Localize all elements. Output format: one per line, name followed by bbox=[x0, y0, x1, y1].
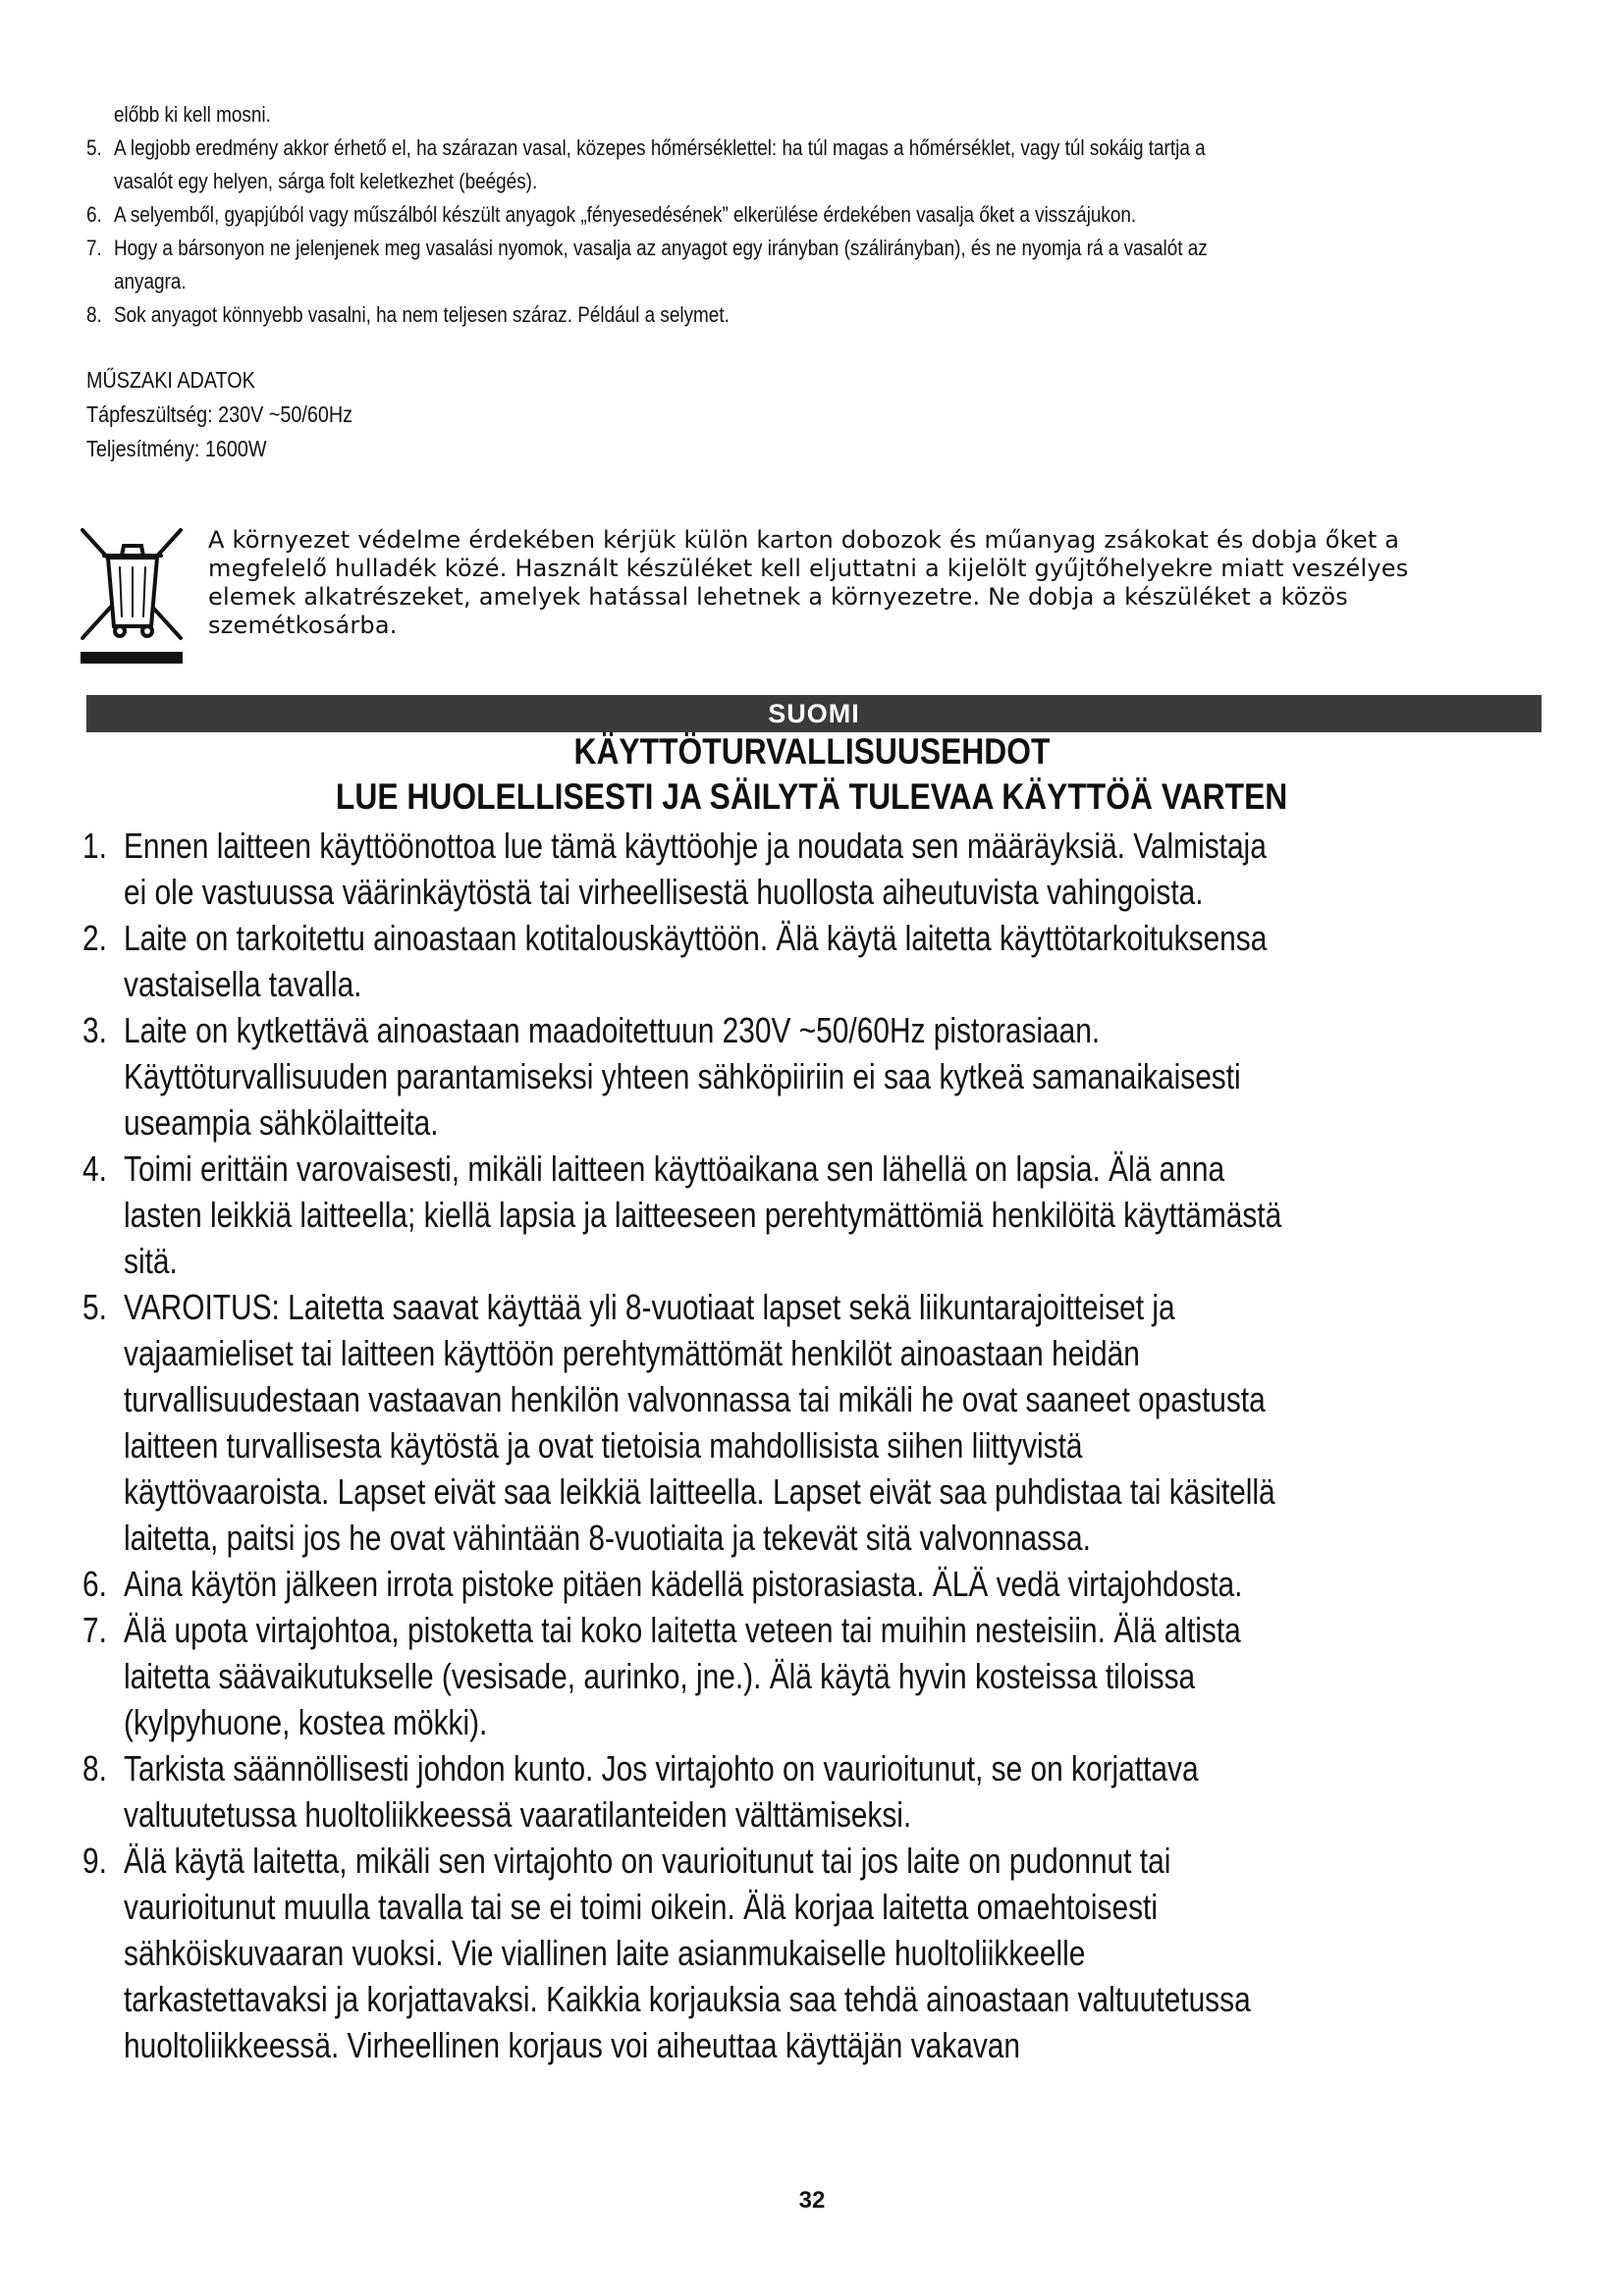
item-text: vajaamieliset tai laitteen käyttöön perehtymättömät henkilöt ainoastaan heidän bbox=[124, 1333, 1140, 1373]
list-item bbox=[82, 1838, 1555, 1884]
item-text: Sok anyagot könnyebb vasalni, ha nem teljesen száraz. Például a selymet. bbox=[114, 302, 730, 327]
list-item bbox=[82, 961, 1555, 1007]
item-text: laitteen turvallisesta käytöstä ja ovat tietoisia mahdollisista siihen liittyvistä bbox=[124, 1425, 1083, 1466]
item-text: useampia sähkölaitteita. bbox=[124, 1102, 439, 1143]
item-text: (kylpyhuone, kostea mökki). bbox=[124, 1702, 488, 1742]
list-item bbox=[82, 915, 1555, 961]
list-item bbox=[82, 1192, 1555, 1238]
item-text: Älä upota virtajohtoa, pistoketta tai koko laitetta veteen tai muihin nesteisiin. Älä altista bbox=[124, 1610, 1241, 1650]
list-item bbox=[86, 165, 1540, 198]
item-text: A selyemből, gyapjúból vagy műszálból készült anyagok „fényesedésének” elkerülése érdekében vasalja őket a visszájukon. bbox=[114, 202, 1137, 227]
section-subtitle: LUE HUOLELLISESTI JA SÄILYTÄ TULEVAA KÄYTTÖÄ VARTEN bbox=[336, 776, 1288, 817]
item-text: Aina käytön jälkeen irrota pistoke pitäen kädellä pistorasiasta. ÄLÄ vedä virtajohdosta. bbox=[124, 1564, 1243, 1604]
item-number: 8. bbox=[86, 302, 102, 327]
item-text: Laite on tarkoitettu ainoastaan kotitalouskäyttöön. Älä käytä laitetta käyttötarkoituksensa bbox=[124, 918, 1268, 958]
list-item bbox=[82, 1791, 1555, 1838]
specs-heading: MŰSZAKI ADATOK bbox=[86, 367, 255, 393]
item-text: tarkastettavaksi ja korjattavaksi. Kaikkia korjauksia saa tehdä ainoastaan valtuutetussa bbox=[124, 1979, 1251, 2019]
list-item bbox=[86, 198, 1540, 232]
list-item bbox=[82, 1422, 1555, 1468]
item-number: 3. bbox=[82, 1010, 107, 1050]
environment-line: megfelelő hulladék közé. Használt készüléket kell eljuttatni a kijelölt gyűjtőhelyekre miatt veszélyes bbox=[208, 555, 1409, 582]
section-title: KÄYTTÖTURVALLISUUSEHDOT bbox=[573, 731, 1051, 772]
item-text: laitetta, paitsi jos he ovat vähintään 8-vuotiaita ja tekevät sitä valvonnassa. bbox=[124, 1518, 1091, 1558]
item-text: Laite on kytkettävä ainoastaan maadoitettuun 230V ~50/60Hz pistorasiaan. bbox=[124, 1010, 1101, 1050]
environment-line: elemek alkatrészeket, amelyek hatással lehetnek a környezetre. Ne dobja a készüléket a közös bbox=[208, 583, 1348, 611]
list-item bbox=[86, 98, 1540, 132]
list-item bbox=[86, 265, 1540, 298]
language-bar bbox=[86, 695, 1542, 732]
list-item bbox=[82, 1884, 1555, 1930]
list-item bbox=[86, 132, 1540, 165]
item-text: sitä. bbox=[124, 1241, 178, 1281]
item-text: lasten leikkiä laitteella; kiellä lapsia ja laitteeseen perehtymättömiä henkilöitä käyttämästä bbox=[124, 1195, 1282, 1235]
environment-line: szemétkosárba. bbox=[208, 612, 398, 639]
item-number: 4. bbox=[82, 1148, 107, 1189]
finnish-safety-list bbox=[82, 823, 1555, 2068]
hungarian-ironing-tips bbox=[86, 98, 1540, 332]
list-item bbox=[82, 1376, 1555, 1422]
item-text: Älä käytä laitetta, mikäli sen virtajohto on vaurioitunut tai jos laite on pudonnut tai bbox=[124, 1841, 1171, 1881]
list-item bbox=[82, 2022, 1555, 2068]
list-item bbox=[82, 1561, 1555, 1607]
list-item bbox=[82, 823, 1555, 869]
item-number: 7. bbox=[82, 1610, 107, 1650]
list-item bbox=[82, 1699, 1555, 1745]
item-text: Käyttöturvallisuuden parantamiseksi yhteen sähköpiiriin ei saa kytkeä samanaikaisesti bbox=[124, 1056, 1241, 1096]
list-item bbox=[82, 869, 1555, 915]
item-text: turvallisuudestaan vastaavan henkilön valvonnassa tai mikäli he ovat saaneet opastusta bbox=[124, 1379, 1266, 1419]
item-text: Hogy a bársonyon ne jelenjenek meg vasalási nyomok, vasalja az anyagot egy irányban (szálirányban), és ne nyomja rá a vasalót az bbox=[114, 236, 1208, 260]
item-text: vaurioitunut muulla tavalla tai se ei toimi oikein. Älä korjaa laitetta omaehtoisesti bbox=[124, 1887, 1158, 1927]
list-item bbox=[82, 1330, 1555, 1376]
item-text: vasalót egy helyen, sárga folt keletkezhet (beégés). bbox=[114, 169, 538, 193]
list-item bbox=[82, 1284, 1555, 1330]
item-text: VAROITUS: Laitetta saavat käyttää yli 8-vuotiaat lapset sekä liikuntarajoitteiset ja bbox=[124, 1287, 1175, 1327]
list-item bbox=[82, 1745, 1555, 1791]
list-item bbox=[86, 232, 1540, 265]
item-number: 9. bbox=[82, 1841, 107, 1881]
language-label: SUOMI bbox=[768, 699, 860, 728]
item-text: valtuutetussa huoltoliikkeessä vaaratilanteiden välttämiseksi. bbox=[124, 1794, 912, 1835]
item-number: 5. bbox=[86, 135, 102, 160]
item-text: Ennen laitteen käyttöönottoa lue tämä käyttöohje ja noudata sen määräyksiä. Valmistaja bbox=[124, 826, 1267, 866]
list-item bbox=[82, 1653, 1555, 1699]
item-text: vastaisella tavalla. bbox=[124, 964, 362, 1004]
item-text: sähköiskuvaaran vuoksi. Vie viallinen laite asianmukaiselle huoltoliikkeelle bbox=[124, 1933, 1086, 1973]
item-text: huoltoliikkeessä. Virheellinen korjaus voi aiheuttaa käyttäjän vakavan bbox=[124, 2025, 1021, 2065]
list-item bbox=[82, 1146, 1555, 1192]
list-item bbox=[82, 1238, 1555, 1284]
item-number: 6. bbox=[86, 202, 102, 227]
item-number: 8. bbox=[82, 1748, 107, 1789]
specs-voltage: Tápfeszültség: 230V ~50/60Hz bbox=[86, 401, 353, 427]
item-text: A legjobb eredmény akkor érhető el, ha szárazan vasal, közepes hőmérséklettel: ha túl magas a hőmérséklet, vagy túl sokáig tartja a bbox=[114, 135, 1206, 160]
crossed-out-bin-icon bbox=[79, 520, 187, 667]
list-item bbox=[86, 298, 1540, 332]
item-text: anyagra. bbox=[114, 269, 187, 294]
item-text: Tarkista säännöllisesti johdon kunto. Jos virtajohto on vaurioitunut, se on korjattava bbox=[124, 1748, 1199, 1789]
item-text: käyttövaaroista. Lapset eivät saa leikkiä laitteella. Lapset eivät saa puhdistaa tai käsitellä bbox=[124, 1471, 1275, 1512]
continuation-text: előbb ki kell mosni. bbox=[114, 102, 271, 127]
environment-notice bbox=[208, 526, 1543, 640]
item-text: Toimi erittäin varovaisesti, mikäli laitteen käyttöaikana sen lähellä on lapsia. Älä anna bbox=[124, 1148, 1225, 1189]
item-number: 6. bbox=[82, 1564, 107, 1604]
item-number: 2. bbox=[82, 918, 107, 958]
item-number: 1. bbox=[82, 826, 107, 866]
list-item bbox=[82, 1607, 1555, 1653]
list-item bbox=[82, 1468, 1555, 1515]
list-item bbox=[82, 1976, 1555, 2022]
page-number: 32 bbox=[798, 2187, 826, 2214]
specs-power: Teljesítmény: 1600W bbox=[86, 436, 267, 461]
item-text: laitetta säävaikutukselle (vesisade, aurinko, jne.). Älä käytä hyvin kosteissa tiloissa bbox=[124, 1656, 1196, 1696]
item-number: 7. bbox=[86, 236, 102, 260]
list-item bbox=[82, 1099, 1555, 1146]
list-item bbox=[82, 1930, 1555, 1976]
item-text: ei ole vastuussa väärinkäytöstä tai virheellisestä huollosta aiheutuvista vahingoista. bbox=[124, 872, 1204, 912]
list-item bbox=[82, 1515, 1555, 1561]
environment-line: A környezet védelme érdekében kérjük külön karton dobozok és műanyag zsákokat és dobja őket a bbox=[208, 526, 1400, 554]
list-item bbox=[82, 1007, 1555, 1053]
list-item bbox=[82, 1053, 1555, 1099]
item-number: 5. bbox=[82, 1287, 107, 1327]
technical-specs bbox=[86, 363, 396, 466]
